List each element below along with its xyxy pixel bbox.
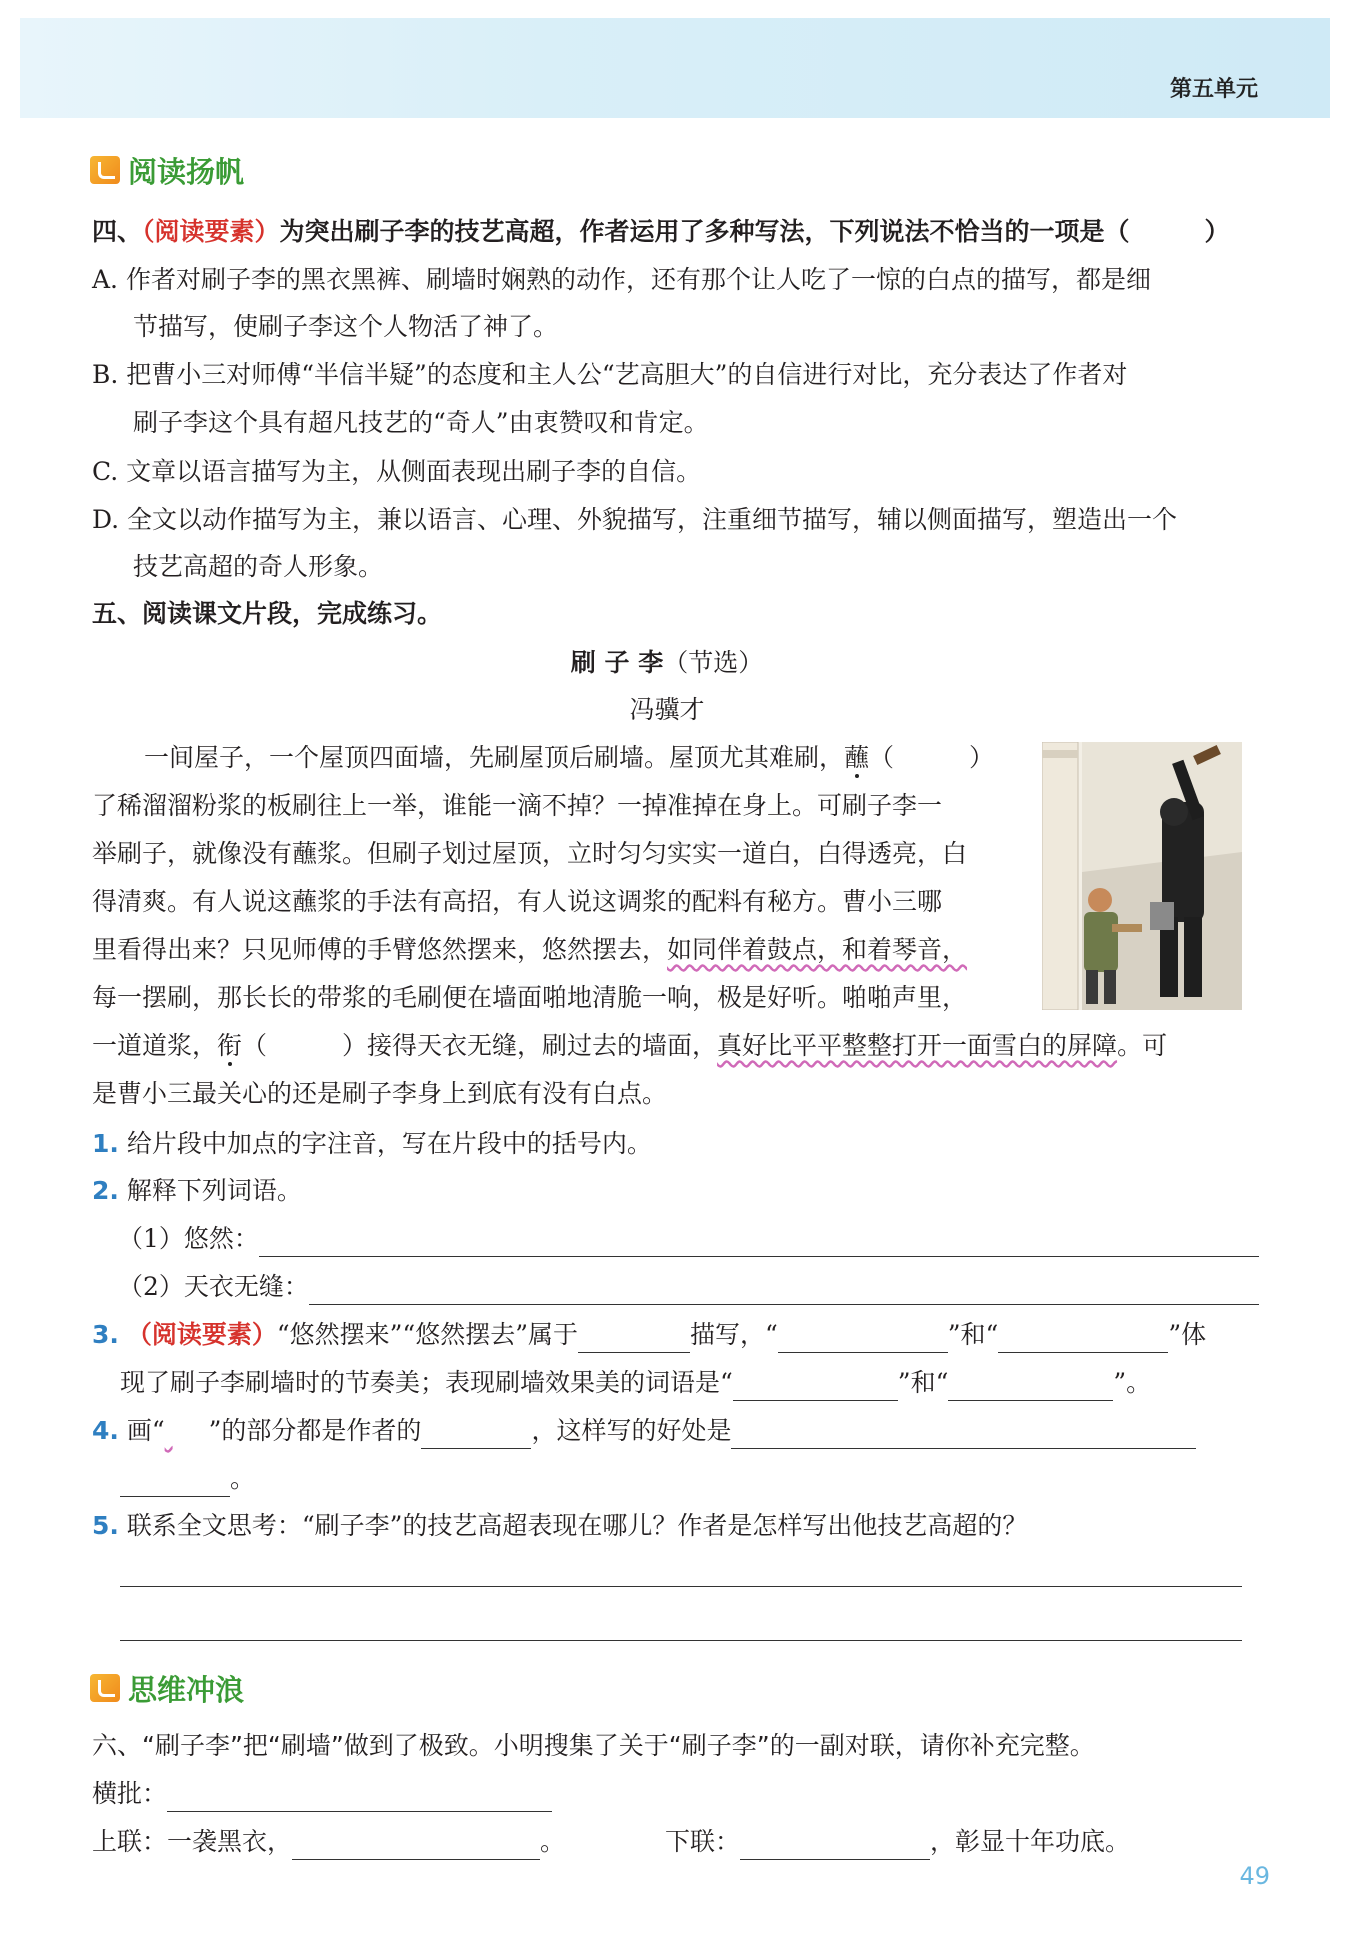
dotted-char-xian: 衔 bbox=[217, 1031, 243, 1060]
question-4-number: 四、 bbox=[92, 217, 143, 246]
subquestion-1-text: 给片段中加点的字注音，写在片段中的括号内。 bbox=[126, 1129, 652, 1158]
passage-text: 一道道浆， bbox=[92, 1031, 218, 1060]
answer-blank-hengpi[interactable] bbox=[167, 1785, 552, 1812]
answer-line-5b[interactable] bbox=[120, 1640, 1242, 1641]
passage-author: 冯骥才 bbox=[629, 695, 705, 724]
passage-title bbox=[92, 645, 1242, 681]
option-a-line1: A. 作者对刷子李的黑衣黑裤、刷墙时娴熟的动作，还有那个让人吃了一惊的白点的描写，都是细 bbox=[92, 265, 1151, 294]
subquestion-4-text: 。 bbox=[230, 1464, 256, 1493]
question-6-stem: 六、“刷子李”把“刷墙”做到了极致。小明搜集了关于“刷子李”的一副对联，请你补充完整。 bbox=[92, 1731, 1095, 1760]
wave-icon bbox=[90, 1674, 120, 1702]
wavy-line-sample bbox=[165, 1413, 209, 1449]
page-header-band bbox=[20, 18, 1330, 118]
reading-element-tag: （阅读要素） bbox=[142, 217, 280, 246]
subquestion-4-text: ”的部分都是作者的 bbox=[208, 1416, 422, 1445]
option-a-line2: 节描写，使刷子李这个人物活了神了。 bbox=[133, 312, 559, 341]
subquestion-number: 4. bbox=[92, 1416, 119, 1445]
option-d-line2: 技艺高超的奇人形象。 bbox=[133, 552, 384, 581]
passage-text: 一间屋子，一个屋顶四面墙，先刷屋顶后刷墙。屋顶尤其难刷， bbox=[144, 743, 845, 772]
answer-blank-3e[interactable] bbox=[948, 1374, 1113, 1401]
hengpi-label: 横批： bbox=[92, 1779, 168, 1808]
wavy-underlined-text-2: 真好比平平整整打开一面雪白的屏障 bbox=[717, 1031, 1118, 1060]
subquestion-3-text: ”体 bbox=[1168, 1320, 1207, 1349]
wavy-underlined-text-1: 如同伴着鼓点，和着琴音， bbox=[667, 935, 968, 964]
answer-blank-3d[interactable] bbox=[733, 1374, 898, 1401]
shanglian-end: 。 bbox=[540, 1827, 566, 1856]
sail-icon bbox=[90, 156, 120, 184]
subquestion-number: 5. bbox=[92, 1511, 119, 1540]
passage-line-8: 是曹小三最关心的还是刷子李身上到底有没有白点。 bbox=[92, 1079, 668, 1108]
question-4-text: 为突出刷子李的技艺高超，作者运用了多种写法，下列说法不恰当的一项是（ ） bbox=[279, 217, 1230, 246]
subquestion-3-text: ”。 bbox=[1113, 1368, 1152, 1397]
answer-blank-xialian[interactable] bbox=[740, 1833, 930, 1860]
option-c-line1: C. 文章以语言描写为主，从侧面表现出刷子李的自信。 bbox=[92, 457, 702, 486]
word-tianyiwufeng-label: （2）天衣无缝： bbox=[118, 1272, 309, 1301]
subquestion-5 bbox=[92, 1508, 1242, 1544]
xialian-end: ，彰显十年功底。 bbox=[930, 1827, 1131, 1856]
reading-element-tag: （阅读要素） bbox=[126, 1320, 277, 1349]
subquestion-2 bbox=[92, 1173, 1242, 1209]
page-number: 49 bbox=[1239, 1862, 1270, 1890]
section-reading-title: 阅读扬帆 bbox=[128, 154, 245, 189]
question-5-heading: 五、阅读课文片段，完成练习。 bbox=[92, 599, 443, 628]
section-reading-heading bbox=[90, 150, 244, 190]
option-d-line1: D. 全文以动作描写为主，兼以语言、心理、外貌描写，注重细节描写，辅以侧面描写，塑造出一个 bbox=[92, 505, 1178, 534]
subquestion-3-text: “悠然摆来”“悠然摆去”属于 bbox=[276, 1320, 578, 1349]
word-youran-label: （1）悠然： bbox=[118, 1224, 259, 1253]
answer-blank-3b[interactable] bbox=[778, 1326, 948, 1353]
dotted-char-zhan: 蘸 bbox=[844, 743, 870, 772]
subquestion-4-line1 bbox=[92, 1413, 1242, 1449]
question-4-stem bbox=[92, 214, 1242, 250]
option-b-line1: B. 把曹小三对师傅“半信半疑”的态度和主人公“艺高胆大”的自信进行对比，充分表达了作者对 bbox=[92, 360, 1128, 389]
passage-text: 里看得出来？只见师傅的手臂悠然摆来，悠然摆去， bbox=[92, 935, 668, 964]
answer-line-5a[interactable] bbox=[120, 1586, 1242, 1587]
xialian-label: 下联： bbox=[665, 1827, 741, 1856]
subquestion-3-text: 描写，“ bbox=[690, 1320, 778, 1349]
subquestion-3-text: ”和“ bbox=[947, 1320, 999, 1349]
subquestion-1 bbox=[92, 1126, 1242, 1162]
section-thinking-title: 思维冲浪 bbox=[128, 1672, 245, 1707]
passage-line-2: 了稀溜溜粉浆的板刷往上一举，谁能一滴不掉？一掉准掉在身上。可刷子李一 bbox=[92, 791, 943, 820]
unit-label: 第五单元 bbox=[1169, 77, 1258, 102]
painter-illustration bbox=[1042, 742, 1242, 1010]
answer-blank-shanglian[interactable] bbox=[292, 1833, 540, 1860]
passage-text: 。可 bbox=[1117, 1031, 1168, 1060]
shanglian-label: 上联：一袭黑衣， bbox=[92, 1827, 293, 1856]
passage-line-3: 举刷子，就像没有蘸浆。但刷子划过屋顶，立时匀匀实实一道白，白得透亮，白 bbox=[92, 839, 968, 868]
passage-title-text: 刷 子 李 bbox=[570, 648, 664, 677]
subquestion-number: 3. bbox=[92, 1320, 119, 1349]
answer-blank-youran[interactable] bbox=[259, 1230, 1259, 1257]
subquestion-4-text: ，这样写的好处是 bbox=[531, 1416, 732, 1445]
couplet-lines bbox=[92, 1824, 1242, 1860]
subquestion-3-text: 现了刷子李刷墙时的节奏美；表现刷墙效果美的词语是“ bbox=[120, 1368, 733, 1397]
subquestion-4-line2 bbox=[120, 1461, 1270, 1497]
section-thinking-heading bbox=[90, 1668, 244, 1708]
subquestion-4-text: 画“ bbox=[126, 1416, 165, 1445]
subquestion-3-text: ”和“ bbox=[897, 1368, 949, 1397]
subquestion-2-item-1 bbox=[118, 1221, 1268, 1257]
answer-blank-tianyiwufeng[interactable] bbox=[309, 1278, 1259, 1305]
option-b-line2: 刷子李这个具有超凡技艺的“奇人”由衷赞叹和肯定。 bbox=[133, 408, 709, 437]
answer-blank-3c[interactable] bbox=[998, 1326, 1168, 1353]
answer-blank-4b[interactable] bbox=[731, 1422, 1196, 1449]
passage-line-7 bbox=[92, 1028, 1242, 1064]
couplet-hengpi bbox=[92, 1776, 1242, 1812]
subquestion-number: 1. bbox=[92, 1129, 119, 1158]
pinyin-blank-1[interactable]: （ ） bbox=[869, 743, 995, 772]
answer-blank-4c[interactable] bbox=[120, 1470, 230, 1497]
answer-blank-3a[interactable] bbox=[578, 1326, 690, 1353]
subquestion-5-text: 联系全文思考：“刷子李”的技艺高超表现在哪儿？作者是怎样写出他技艺高超的？ bbox=[126, 1511, 1028, 1540]
subquestion-2-item-2 bbox=[118, 1269, 1268, 1305]
passage-line-6: 每一摆刷，那长长的带浆的毛刷便在墙面啪地清脆一响，极是好听。啪啪声里， bbox=[92, 983, 968, 1012]
subquestion-3-line2 bbox=[120, 1365, 1270, 1401]
answer-blank-4a[interactable] bbox=[421, 1422, 531, 1449]
subquestion-number: 2. bbox=[92, 1176, 119, 1205]
passage-title-note: （节选） bbox=[663, 648, 764, 677]
passage-line-4: 得清爽。有人说这蘸浆的手法有高招，有人说这调浆的配料有秘方。曹小三哪 bbox=[92, 887, 943, 916]
subquestion-2-text: 解释下列词语。 bbox=[126, 1176, 302, 1205]
subquestion-3-line1 bbox=[92, 1317, 1242, 1353]
pinyin-blank-2[interactable]: （ ）接得天衣无缝，刷过去的墙面， bbox=[242, 1031, 718, 1060]
